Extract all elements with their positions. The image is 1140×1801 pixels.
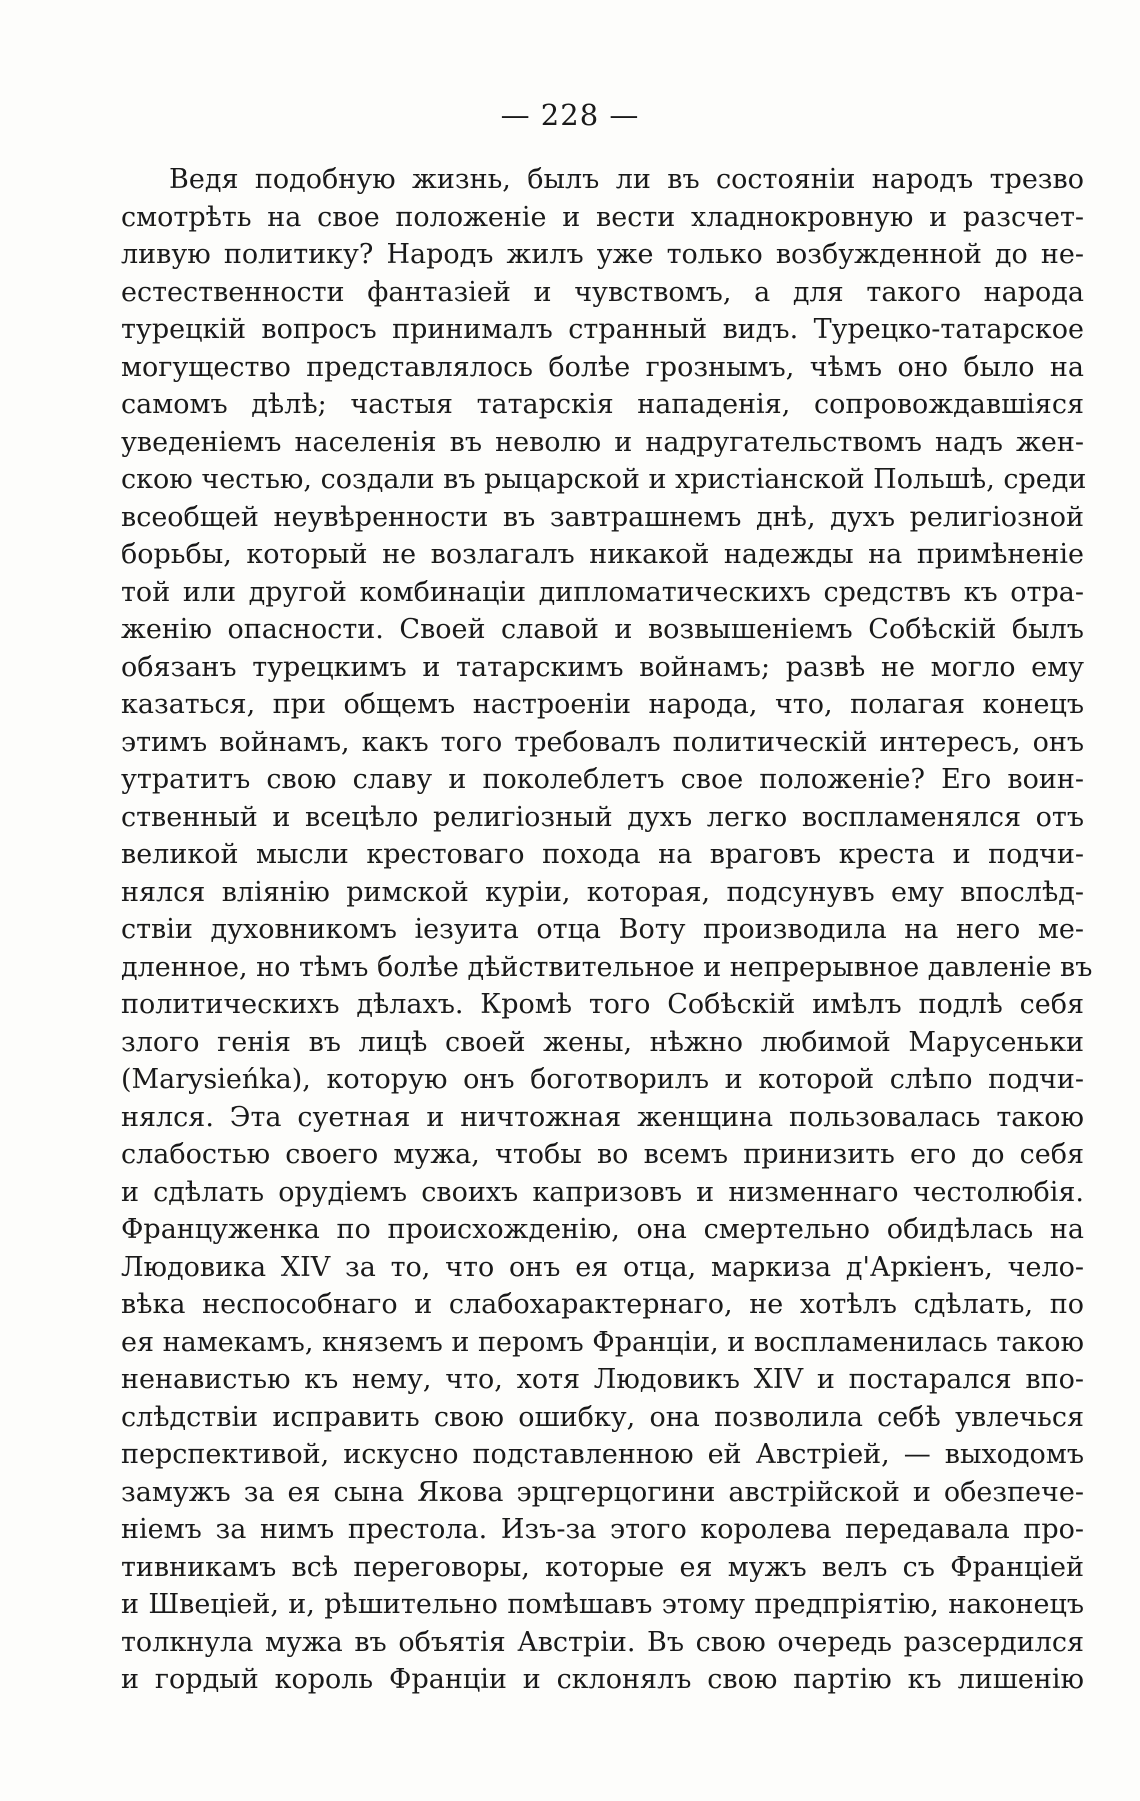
text-line: тивникамъ всѣ переговоры, которые ея мужъ велъ съ Францiей xyxy=(121,1551,1084,1583)
text-line: дленное, но тѣмъ болѣе дѣйствительное и непрерывное давленiе въ xyxy=(121,951,1093,983)
text-line: естественности фантазiей и чувствомъ, а для такого народа xyxy=(121,276,1084,308)
text-line: вѣка неспособнаго и слабохарактернаго, не хотѣлъ сдѣлать, по xyxy=(121,1289,1084,1320)
text-line: и гордый король Францiи и склонялъ свою партiю къ лишенiю xyxy=(121,1664,1084,1695)
text-line: злого генiя въ лицѣ своей жены, нѣжно любимой Марусеньки xyxy=(121,1026,1084,1058)
page-number: — 228 — xyxy=(500,98,640,132)
body-text xyxy=(121,161,1093,1699)
text-line: ливую политику? Народъ жилъ уже только возбужденной до не- xyxy=(121,239,1084,270)
text-line: скою честью, создали въ рыцарской и христiанской Польшѣ, среди xyxy=(121,464,1087,495)
text-line: политическихъ дѣлахъ. Кромѣ того Собѣскiй имѣлъ подлѣ себя xyxy=(121,989,1084,1020)
text-line: слѣдствiи исправить свою ошибку, она позволила себѣ увлечься xyxy=(121,1401,1084,1433)
text-line: и сдѣлать орудiемъ своихъ капризовъ и низменнаго честолюбiя. xyxy=(121,1176,1084,1208)
text-line: замужъ за ея сына Якова эрцгерцогини австрiйской и обезпече- xyxy=(121,1476,1084,1508)
text-line: ствiи духовникомъ iезуита отца Воту производила на него ме- xyxy=(121,914,1084,945)
text-line: и Швецiей, и, рѣшительно помѣшавъ этому предпрiятiю, наконецъ xyxy=(121,1589,1084,1620)
text-line: всеобщей неувѣренности въ завтрашнемъ днѣ, духъ религiозной xyxy=(121,501,1084,533)
text-line: Француженка по происхожденiю, она смертельно обидѣлась на xyxy=(121,1214,1084,1245)
text-line: смотрѣть на свое положенiе и вести хладнокровную и разсчет- xyxy=(121,201,1084,233)
text-line: ея намекамъ, княземъ и перомъ Францiи, и воспламенилась такою xyxy=(121,1326,1084,1358)
text-line: казаться, при общемъ настроенiи народа, что, полагая конецъ xyxy=(121,689,1084,720)
text-line: нiемъ за нимъ престола. Изъ-за этого королева передавала про- xyxy=(121,1514,1084,1545)
text-line: Людовика XIV за то, что онъ ея отца, маркиза д'Аркiенъ, чело- xyxy=(121,1251,1084,1283)
text-line: могущество представлялось болѣе грознымъ, чѣмъ оно было на xyxy=(121,351,1084,383)
text-line: уведенiемъ населенiя въ неволю и надругательствомъ надъ жен- xyxy=(121,426,1084,458)
text-line: (Marysieńka), которую онъ боготворилъ и которой слѣпо подчи- xyxy=(121,1064,1084,1095)
text-line: той или другой комбинацiи дипломатическихъ средствъ къ отра- xyxy=(121,576,1084,608)
text-line: борьбы, который не возлагалъ никакой надежды на примѣненiе xyxy=(121,539,1084,570)
text-line: ственный и всецѣло религiозный духъ легко воспламенялся отъ xyxy=(121,801,1084,833)
text-line: женiю опасности. Своей славой и возвышенiемъ Собѣскiй былъ xyxy=(121,614,1084,645)
text-line: великой мысли крестоваго похода на враговъ креста и подчи- xyxy=(121,839,1084,870)
text-line: толкнула мужа въ объятiя Австрiи. Въ свою очередь разсердился xyxy=(121,1626,1084,1658)
text-line: турецкiй вопросъ принималъ странный видъ. Турецко-татарское xyxy=(121,314,1084,345)
text-line: этимъ войнамъ, какъ того требовалъ политическiй интересъ, онъ xyxy=(121,726,1084,758)
text-line: обязанъ турецкимъ и татарскимъ войнамъ; развѣ не могло ему xyxy=(121,651,1084,683)
text-line: Ведя подобную жизнь, былъ ли въ состоянiи народъ трезво xyxy=(169,164,1084,195)
text-line: нялся. Эта суетная и ничтожная женщина пользовалась такою xyxy=(121,1101,1084,1133)
text-line: слабостью своего мужа, чтобы во всемъ принизить его до себя xyxy=(121,1139,1084,1170)
text-line: перспективой, искусно подставленною ей Австрiей, — выходомъ xyxy=(121,1439,1084,1470)
text-line: самомъ дѣлѣ; частыя татарскiя нападенiя, сопровождавшiяся xyxy=(121,389,1084,420)
text-line: ненавистью къ нему, что, хотя Людовикъ XIV и постарался впо- xyxy=(121,1364,1084,1395)
text-line: утратитъ свою славу и поколеблетъ свое положенiе? Его воин- xyxy=(121,764,1084,795)
text-line: нялся влiянiю римской курiи, которая, подсунувъ ему впослѣд- xyxy=(121,876,1084,908)
